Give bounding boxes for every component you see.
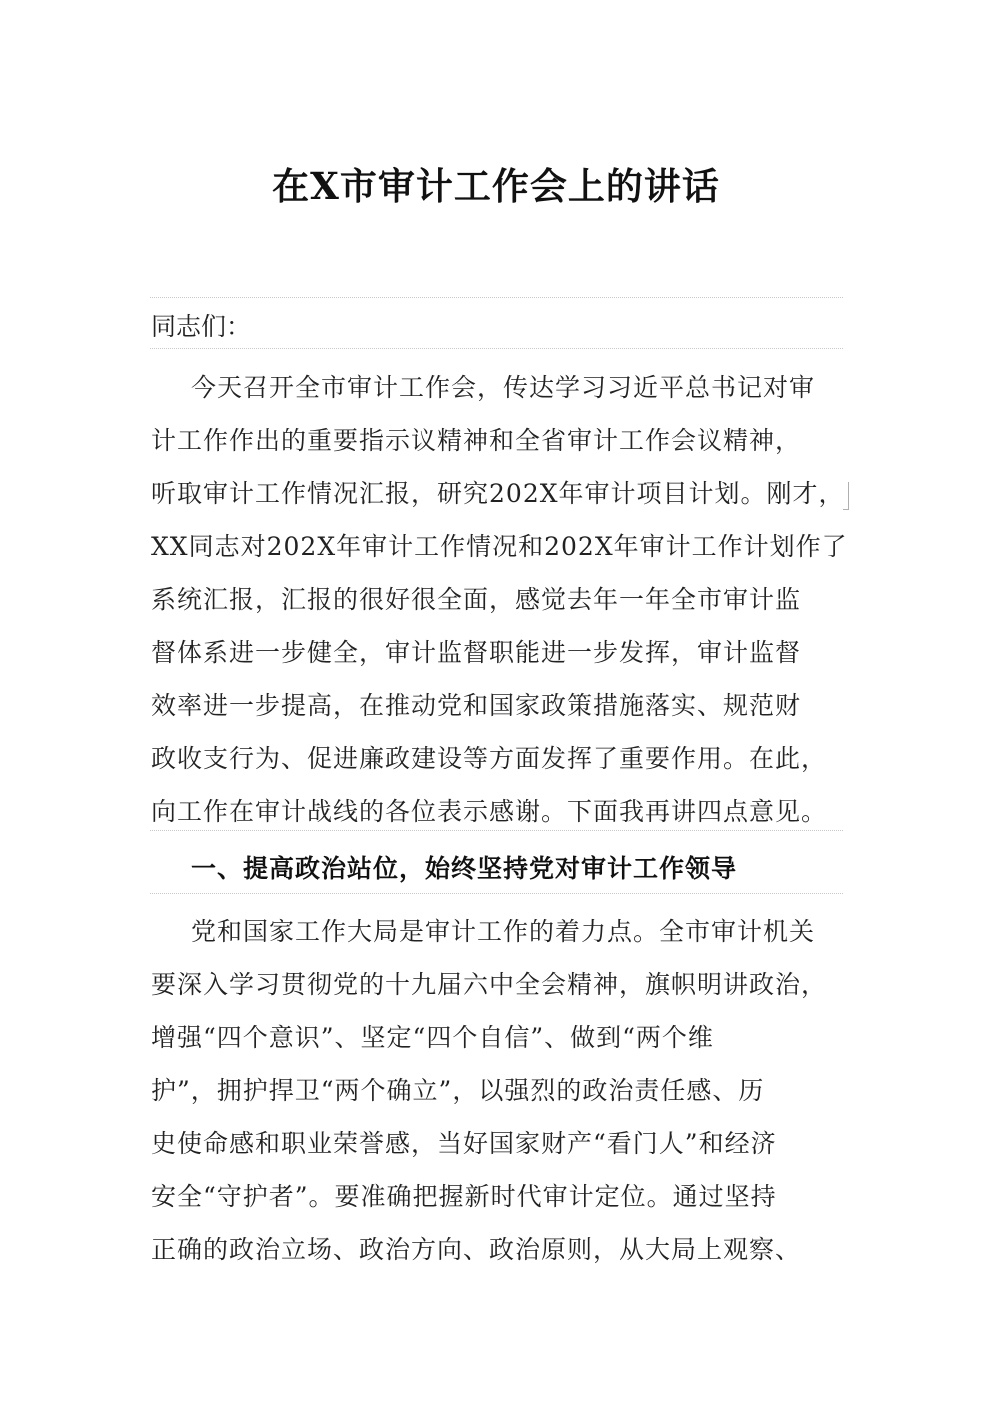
divider-after-greeting — [150, 348, 843, 349]
paragraph-line: 效率进一步提高，在推动党和国家政策措施落实、规范财 — [151, 691, 802, 720]
paragraph-line: 系统汇报，汇报的很好很全面，感觉去年一年全市审计监 — [151, 585, 802, 614]
paragraph-line: 正确的政治立场、政治方向、政治原则，从大局上观察、 — [151, 1235, 802, 1264]
paragraph-line: XX同志对202X年审计工作情况和202X年审计工作计划作了 — [151, 532, 848, 561]
paragraph-line: 党和国家工作大局是审计工作的着力点。全市审计机关 — [191, 917, 816, 946]
paragraph-line: 计工作作出的重要指示议精神和全省审计工作会议精神， — [151, 426, 802, 455]
paragraph-line: 护”，拥护捍卫“两个确立”，以强烈的政治责任感、历 — [151, 1076, 765, 1105]
paragraph-line: 史使命感和职业荣誉感，当好国家财产“看门人”和经济 — [151, 1129, 777, 1158]
document-title: 在X市审计工作会上的讲话 — [272, 164, 720, 208]
greeting: 同志们： — [151, 312, 252, 341]
divider-after-heading — [150, 893, 843, 894]
paragraph-line: 听取审计工作情况汇报，研究202X年审计项目计划。刚才， — [151, 479, 845, 508]
paragraph-line: 要深入学习贯彻党的十九届六中全会精神，旗帜明讲政治， — [151, 970, 828, 999]
paragraph-line: 增强“四个意识”、坚定“四个自信”、做到“两个维 — [151, 1023, 714, 1052]
section-heading: 一、提高政治站位，始终坚持党对审计工作领导 — [191, 854, 738, 883]
divider-before-heading — [150, 830, 843, 831]
margin-mark-end — [843, 509, 849, 510]
paragraph-line: 今天召开全市审计工作会，传达学习习近平总书记对审 — [191, 373, 816, 402]
divider-top — [150, 297, 843, 298]
paragraph-line: 督体系进一步健全，审计监督职能进一步发挥，审计监督 — [151, 638, 802, 667]
paragraph-line: 向工作在审计战线的各位表示感谢。下面我再讲四点意见。 — [151, 797, 828, 826]
margin-mark — [848, 482, 849, 510]
paragraph-line: 政收支行为、促进廉政建设等方面发挥了重要作用。在此， — [151, 744, 828, 773]
paragraph-line: 安全“守护者”。要准确把握新时代审计定位。通过坚持 — [151, 1182, 777, 1211]
